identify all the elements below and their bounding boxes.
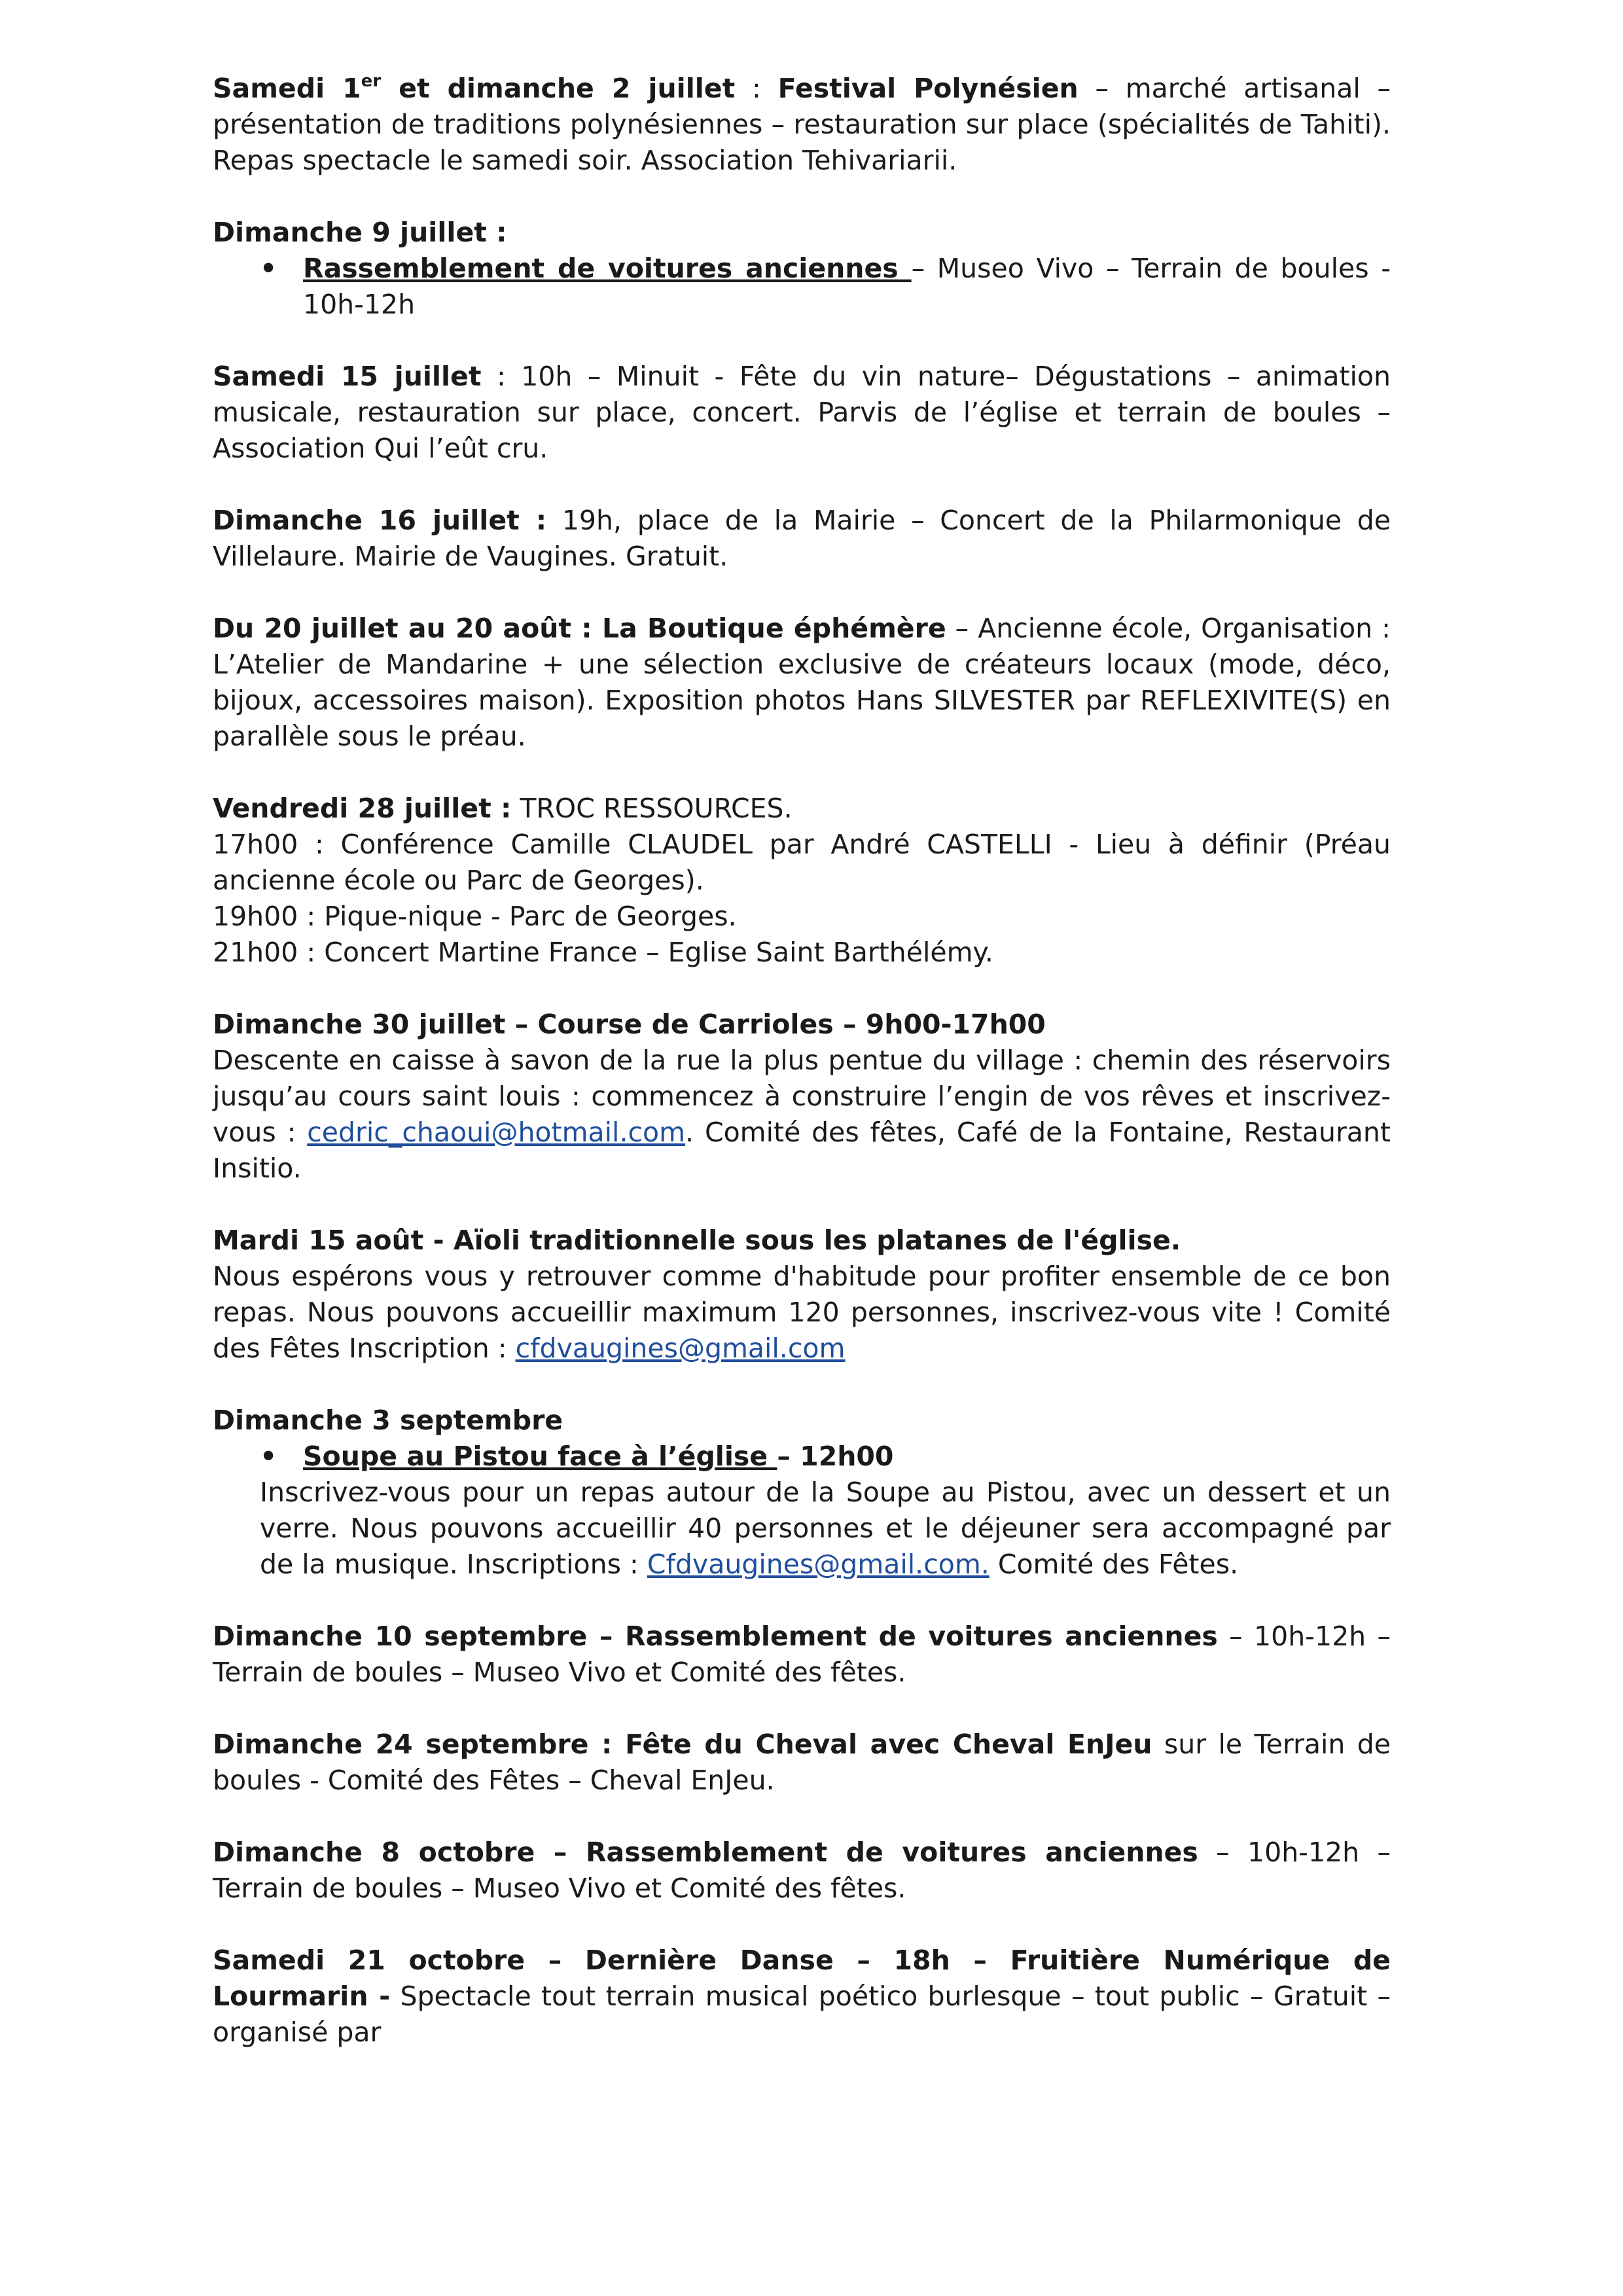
event-description: 19h, place de la Mairie – Concert de la Philarmonique de Villelaure. Mairie de Vaugines. Gratuit. — [213, 505, 1391, 572]
event-description: – 10h-12h – Terrain de boules – Museo Vivo et Comité des fêtes. — [213, 1621, 1391, 1688]
event-soupe-pistou — [213, 1403, 1391, 1583]
event-description: – 10h-12h – Terrain de boules – Museo Vivo et Comité des fêtes. — [213, 1837, 1391, 1904]
event-course-carrioles — [213, 1007, 1391, 1187]
separator: : — [735, 73, 778, 104]
bullet-list — [213, 1439, 1391, 1475]
event-troc-ressources — [213, 791, 1391, 971]
event-date-heading: Mardi 15 août - Aïoli traditionnelle sous les platanes de l'église. — [213, 1225, 1181, 1256]
event-paragraph — [213, 1943, 1391, 2051]
bullet-list — [213, 251, 1391, 323]
event-time: – 12h00 — [777, 1441, 894, 1472]
event-date-title: Dimanche 8 octobre – Rassemblement de voitures anciennes — [213, 1837, 1198, 1868]
event-derniere-danse — [213, 1943, 1391, 2051]
event-description: Spectacle tout terrain musical poético burlesque – tout public – Gratuit – organisé par — [213, 1981, 1391, 2048]
event-date-title: Dimanche 10 septembre – Rassemblement de voitures anciennes — [213, 1621, 1218, 1652]
event-date — [213, 73, 735, 104]
event-voitures-anciennes-septembre — [213, 1619, 1391, 1691]
event-description: sur le Terrain de boules - Comité des Fêtes – Cheval EnJeu. — [213, 1729, 1391, 1796]
ordinal-suffix: er — [361, 71, 382, 92]
indented-block — [213, 1475, 1391, 1583]
event-boutique-ephemere — [213, 611, 1391, 755]
event-paragraph — [213, 71, 1391, 179]
event-description: Inscrivez-vous pour un repas autour de la Soupe au Pistou, avec un dessert et un verre. Nous pouvons accueillir 40 personnes et le déjeuner sera accompagné par de la musique. Inscriptions : — [260, 1477, 1391, 1580]
event-description: – Museo Vivo – Terrain de boules - 10h-12h — [303, 253, 1391, 320]
email-link[interactable]: cfdvaugines@gmail.com — [515, 1333, 846, 1364]
event-concert-philarmonique — [213, 503, 1391, 575]
event-paragraph — [213, 1619, 1391, 1691]
event-date: Samedi 15 juillet — [213, 361, 482, 392]
event-description: – Ancienne école, Organisation : L’Atelier de Mandarine + une sélection exclusive de créateurs locaux (mode, déco, bijoux, accessoires maison). Exposition photos Hans SILVESTER par REFLEXIVITE(S) en parallèle sous le préau. — [213, 613, 1391, 752]
event-date-rest: et dimanche 2 juillet — [381, 73, 736, 104]
event-description: Nous espérons vous y retrouver comme d'habitude pour profiter ensemble de ce bon repas. Nous pouvons accueillir maximum 120 personnes, inscrivez-vous vite ! Comité des Fêtes Inscription : — [213, 1261, 1391, 1364]
event-fete-vin-nature — [213, 359, 1391, 467]
event-description: Descente en caisse à savon de la rue la plus pentue du village : chemin des réservoirs jusqu’au cours saint louis : commencez à construire l’engin de vos rêves et inscrivez-vous : — [213, 1045, 1391, 1148]
event-fete-cheval — [213, 1727, 1391, 1799]
event-date-day: Samedi 1 — [213, 73, 361, 104]
email-link[interactable]: Cfdvaugines@gmail.com. — [647, 1549, 990, 1580]
event-description-end: Comité des Fêtes. — [989, 1549, 1239, 1580]
event-description-end: . Comité des fêtes, Café de la Fontaine, Restaurant Insitio. — [213, 1117, 1391, 1184]
event-paragraph — [260, 1475, 1391, 1583]
event-paragraph — [213, 1835, 1391, 1907]
event-date-heading: Dimanche 3 septembre — [213, 1405, 563, 1436]
bullet-icon: • — [260, 253, 277, 284]
event-date-title: Samedi 21 octobre – Dernière Danse – 18h – Fruitière Numérique de Lourmarin - — [213, 1945, 1391, 2012]
event-date-title: Du 20 juillet au 20 août : La Boutique éphémère — [213, 613, 946, 644]
event-title: Rassemblement de voitures anciennes — [303, 253, 912, 284]
event-voitures-anciennes-octobre — [213, 1835, 1391, 1907]
event-paragraph — [213, 503, 1391, 575]
bullet-icon: • — [260, 1441, 277, 1472]
event-paragraph — [213, 1727, 1391, 1799]
event-date-heading: Dimanche 30 juillet – Course de Carrioles – 9h00-17h00 — [213, 1009, 1046, 1040]
event-paragraph — [213, 1259, 1391, 1367]
document-page — [213, 71, 1391, 2087]
event-paragraph — [213, 359, 1391, 467]
event-title: Soupe au Pistou face à l’église — [303, 1441, 777, 1472]
event-paragraph — [213, 791, 1391, 827]
event-date: Vendredi 28 juillet : — [213, 793, 512, 824]
event-description: : 10h – Minuit - Fête du vin nature– Dégustations – animation musicale, restauration sur place, concert. Parvis de l’église et terrain de boules – Association Qui l’eût cru. — [213, 361, 1391, 464]
event-description: – marché artisanal – présentation de traditions polynésiennes – restauration sur place (spécialités de Tahiti). Repas spectacle le samedi soir. Association Tehivariarii. — [213, 73, 1391, 176]
event-description: TROC RESSOURCES. — [511, 793, 793, 824]
event-date-heading: Dimanche 9 juillet : — [213, 217, 507, 248]
schedule-line: 19h00 : Pique-nique - Parc de Georges. — [213, 901, 737, 932]
schedule-line: 21h00 : Concert Martine France – Eglise Saint Barthélémy. — [213, 937, 993, 968]
event-title: Festival Polynésien — [777, 73, 1079, 104]
schedule-line: 17h00 : Conférence Camille CLAUDEL par André CASTELLI - Lieu à définir (Préau ancienne école ou Parc de Georges). — [213, 829, 1391, 896]
event-festival-polynesien — [213, 71, 1391, 179]
event-paragraph — [213, 1043, 1391, 1187]
event-voitures-anciennes-juillet — [213, 215, 1391, 323]
bullet-item — [260, 251, 1391, 323]
event-paragraph — [213, 611, 1391, 755]
event-date-title: Dimanche 24 septembre : Fête du Cheval avec Cheval EnJeu — [213, 1729, 1152, 1760]
bullet-item — [260, 1439, 1391, 1475]
event-aioli — [213, 1223, 1391, 1367]
event-date: Dimanche 16 juillet : — [213, 505, 547, 536]
email-link[interactable]: cedric_chaoui@hotmail.com — [307, 1117, 686, 1148]
